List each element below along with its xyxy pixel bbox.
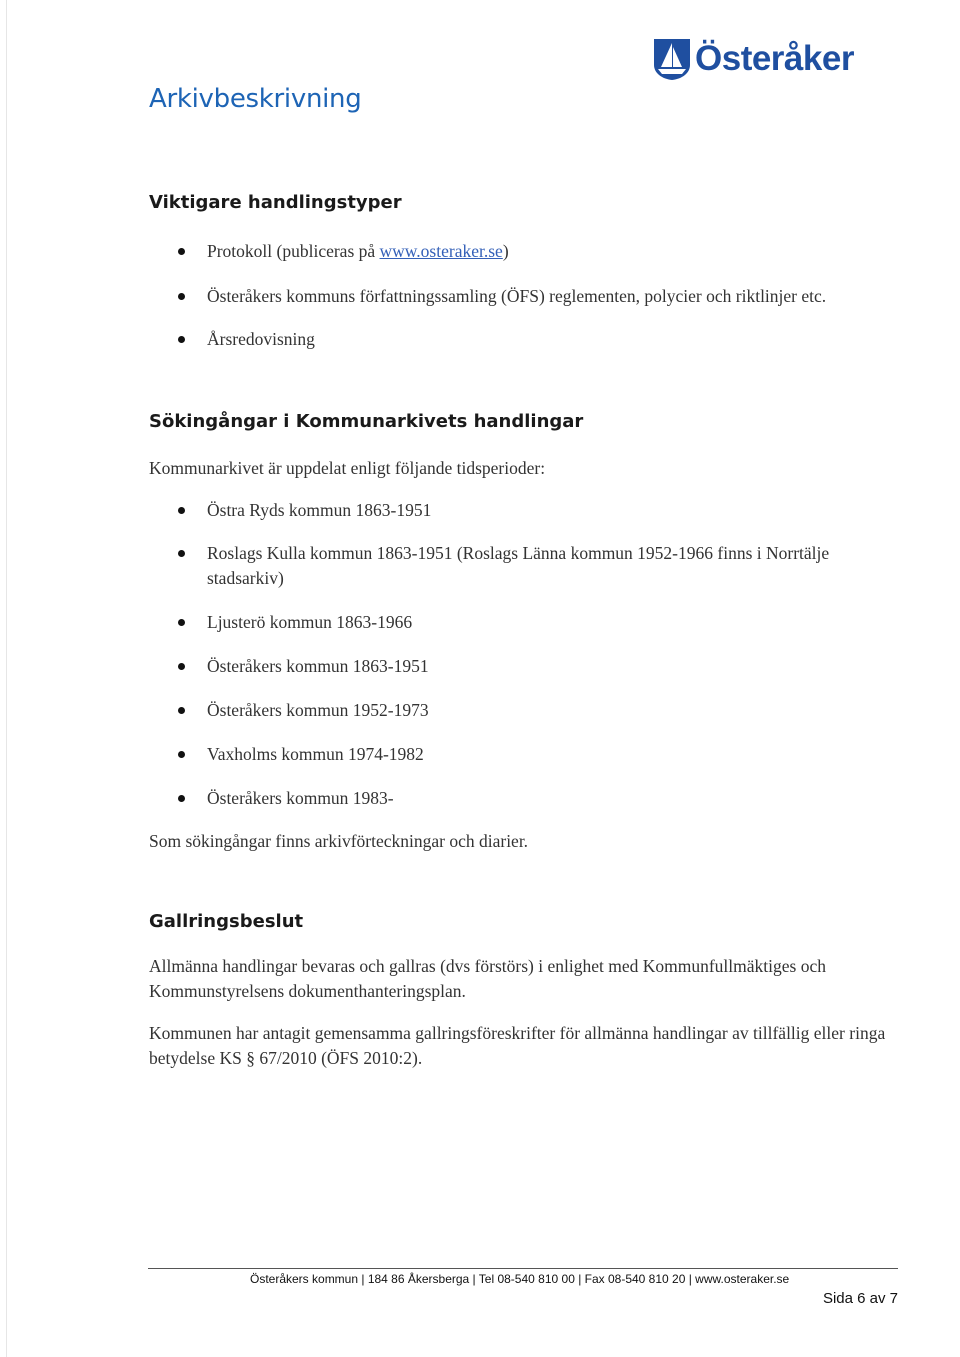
list-item xyxy=(178,654,878,679)
list-item-text: Ljusterö kommun 1863-1966 xyxy=(207,612,413,632)
bullet-icon xyxy=(178,550,185,557)
logo-wordmark: Österåker xyxy=(695,39,854,78)
list-item xyxy=(178,284,878,309)
list-item-text: Österåkers kommuns författningssamling (ÖFS) reglementen, polycier och riktlinjer etc. xyxy=(207,286,827,306)
page-edge-line xyxy=(6,0,7,1357)
document-title: Arkivbeskrivning xyxy=(149,84,362,114)
website-link[interactable]: www.osteraker.se xyxy=(379,241,503,261)
list-item xyxy=(178,498,878,523)
bullet-icon xyxy=(178,336,185,343)
weeding-paragraph-2: Kommunen har antagit gemensamma gallringsföreskrifter för allmänna handlingar av tillfällig eller ringa betydelse KS § 67/2010 (ÖFS 2010:2). xyxy=(149,1023,886,1068)
bullet-icon xyxy=(178,707,185,714)
bullet-icon xyxy=(178,619,185,626)
footer-contact-info: Österåkers kommun | 184 86 Åkersberga | Tel 08-540 810 00 | Fax 08-540 810 20 | www.osteraker.se xyxy=(250,1272,790,1286)
search-entries-text: Som sökingångar finns arkivförteckningar och diarier. xyxy=(149,831,529,851)
list-item-text: Österåkers kommun 1863-1951 xyxy=(207,656,429,676)
bullet-icon xyxy=(178,293,185,300)
list-item-text: Österåkers kommun 1983- xyxy=(207,788,394,808)
list-item-text: Östra Ryds kommun 1863-1951 xyxy=(207,500,432,520)
list-item-text: Österåkers kommun 1952-1973 xyxy=(207,700,429,720)
list-item xyxy=(178,541,878,591)
osteraker-logo xyxy=(652,34,854,84)
bullet-icon xyxy=(178,751,185,758)
list-item-text: Årsredovisning xyxy=(207,329,315,349)
section-heading-search-entries: Sökingångar i Kommunarkivets handlingar xyxy=(149,411,584,432)
list-item-text: Protokoll (publiceras på xyxy=(207,241,380,261)
list-item-text: Vaxholms kommun 1974-1982 xyxy=(207,744,424,764)
section-heading-weeding: Gallringsbeslut xyxy=(149,911,304,932)
list-item xyxy=(178,742,878,767)
weeding-paragraph-1: Allmänna handlingar bevaras och gallras (dvs förstörs) i enlighet med Kommunfullmäktiges och Kommunstyrelsens dokumenthanteringsplan. xyxy=(149,956,826,1001)
list-item xyxy=(178,786,878,811)
list-item xyxy=(178,327,878,352)
list-item-text-end: ) xyxy=(502,241,509,261)
bullet-icon xyxy=(178,663,185,670)
section-heading-document-types: Viktigare handlingstyper xyxy=(149,192,402,213)
bullet-icon xyxy=(178,507,185,514)
bullet-icon xyxy=(178,795,185,802)
page-number: Sida 6 av 7 xyxy=(822,1290,898,1307)
bullet-icon xyxy=(178,248,185,255)
periods-intro-text: Kommunarkivet är uppdelat enligt följande tidsperioder: xyxy=(149,458,546,478)
footer-divider xyxy=(148,1268,898,1269)
list-item-text: Roslags Kulla kommun 1863-1951 (Roslags Länna kommun 1952-1966 finns i Norrtälje stadsarkiv) xyxy=(207,543,830,588)
municipality-emblem-icon xyxy=(652,37,692,81)
list-item xyxy=(178,698,878,723)
list-item xyxy=(178,610,878,635)
list-item xyxy=(178,239,878,264)
